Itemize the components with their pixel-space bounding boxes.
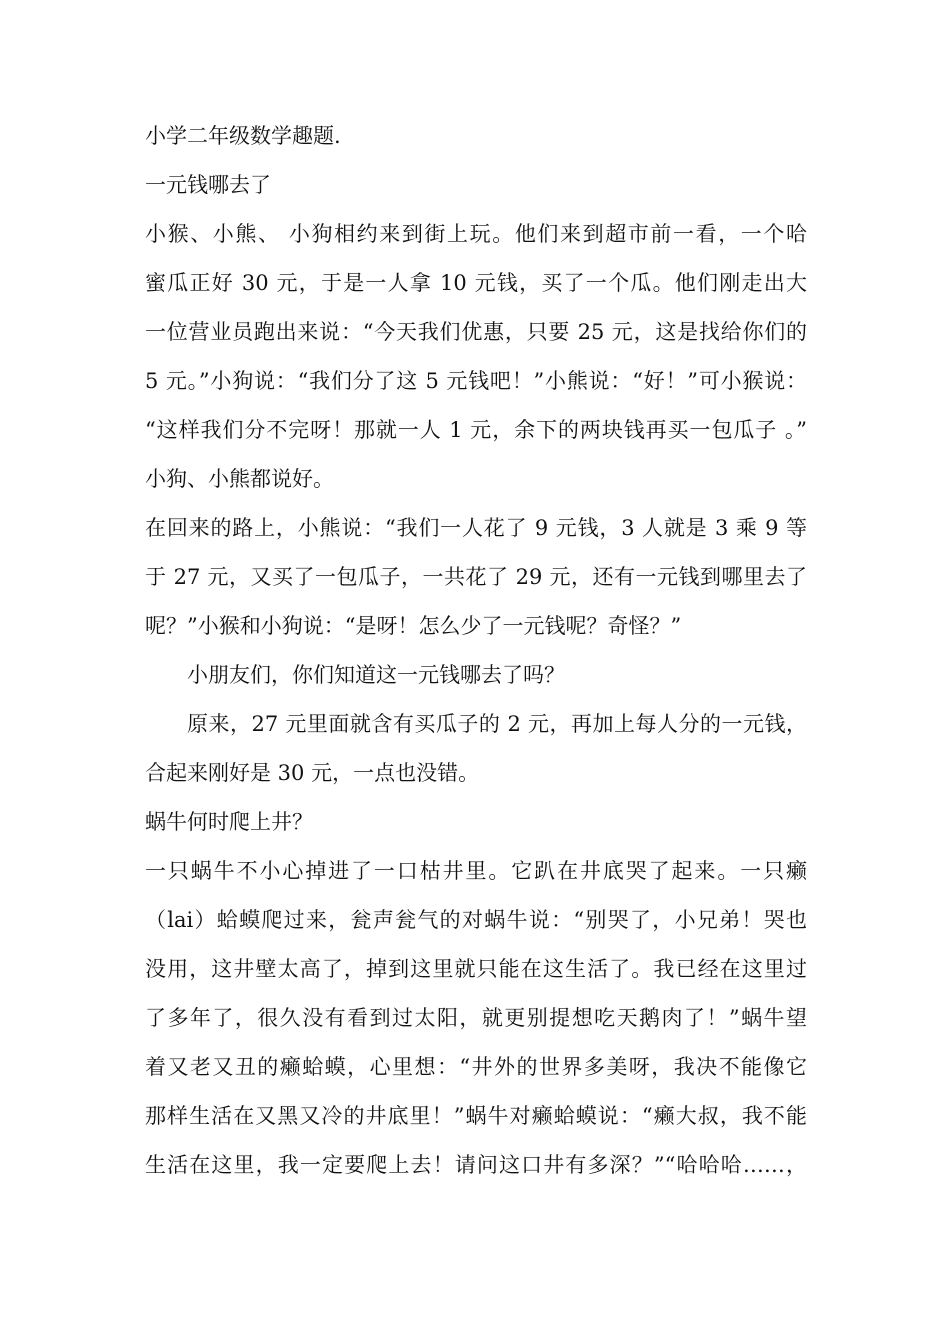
paragraph-line: 着又老又丑的癞蛤蟆，心里想：“井外的世界多美呀，我决不能像它 (145, 1055, 807, 1079)
paragraph-line: （lai）蛤蟆爬过来，瓮声瓮气的对蜗牛说：“别哭了，小兄弟！哭也 (145, 908, 807, 932)
paragraph-line: 呢？”小猴和小狗说：“是呀！怎么少了一元钱呢？奇怪？” (145, 614, 682, 638)
paragraph-line: 一只蜗牛不小心掉进了一口枯井里。它趴在井底哭了起来。一只癞 (145, 859, 807, 883)
paragraph-line: 生活在这里，我一定要爬上去！请问这口井有多深？”“哈哈哈……， (145, 1153, 807, 1177)
paragraph-line: 一位营业员跑出来说：“今天我们优惠，只要 25 元，这是找给你们的 (145, 320, 807, 344)
paragraph-line: 没用，这井壁太高了，掉到这里就只能在这生活了。我已经在这里过 (145, 957, 807, 981)
paragraph-line: 蜜瓜正好 30 元，于是一人拿 10 元钱，买了一个瓜。他们刚走出大 (145, 271, 807, 295)
section-heading-snail: 蜗牛何时爬上井？ (145, 810, 313, 834)
paragraph-line: 在回来的路上，小熊说：“我们一人花了 9 元钱，3 人就是 3 乘 9 等 (145, 516, 807, 540)
paragraph-line: 了多年了，很久没有看到过太阳，就更别提想吃天鹅肉了！”蜗牛望 (145, 1006, 807, 1030)
question-line: 小朋友们，你们知道这一元钱哪去了吗？ (187, 663, 565, 687)
paragraph-line: 5 元。”小狗说：“我们分了这 5 元钱吧！”小熊说：“好！”可小猴说： (145, 369, 807, 393)
paragraph-line: 那样生活在又黑又冷的井底里！”蜗牛对癞蛤蟆说：“癞大叔，我不能 (145, 1104, 807, 1128)
paragraph-line: 于 27 元，又买了一包瓜子，一共花了 29 元，还有一元钱到哪里去了 (145, 565, 807, 589)
paragraph-line: 小狗、小熊都说好。 (145, 467, 334, 491)
section-heading-one-yuan: 一元钱哪去了 (145, 173, 271, 197)
answer-line: 合起来刚好是 30 元，一点也没错。 (145, 761, 480, 785)
paragraph-line: 小猴、小熊、 小狗相约来到街上玩。他们来到超市前一看，一个哈 (145, 222, 807, 246)
document-body (145, 112, 807, 1190)
answer-line: 原来，27 元里面就含有买瓜子的 2 元，再加上每人分的一元钱， (187, 712, 807, 736)
paragraph-line: “这样我们分不完呀！那就一人 1 元，余下的两块钱再买一包瓜子 。” (145, 418, 807, 442)
document-title: 小学二年级数学趣题. (145, 124, 341, 148)
